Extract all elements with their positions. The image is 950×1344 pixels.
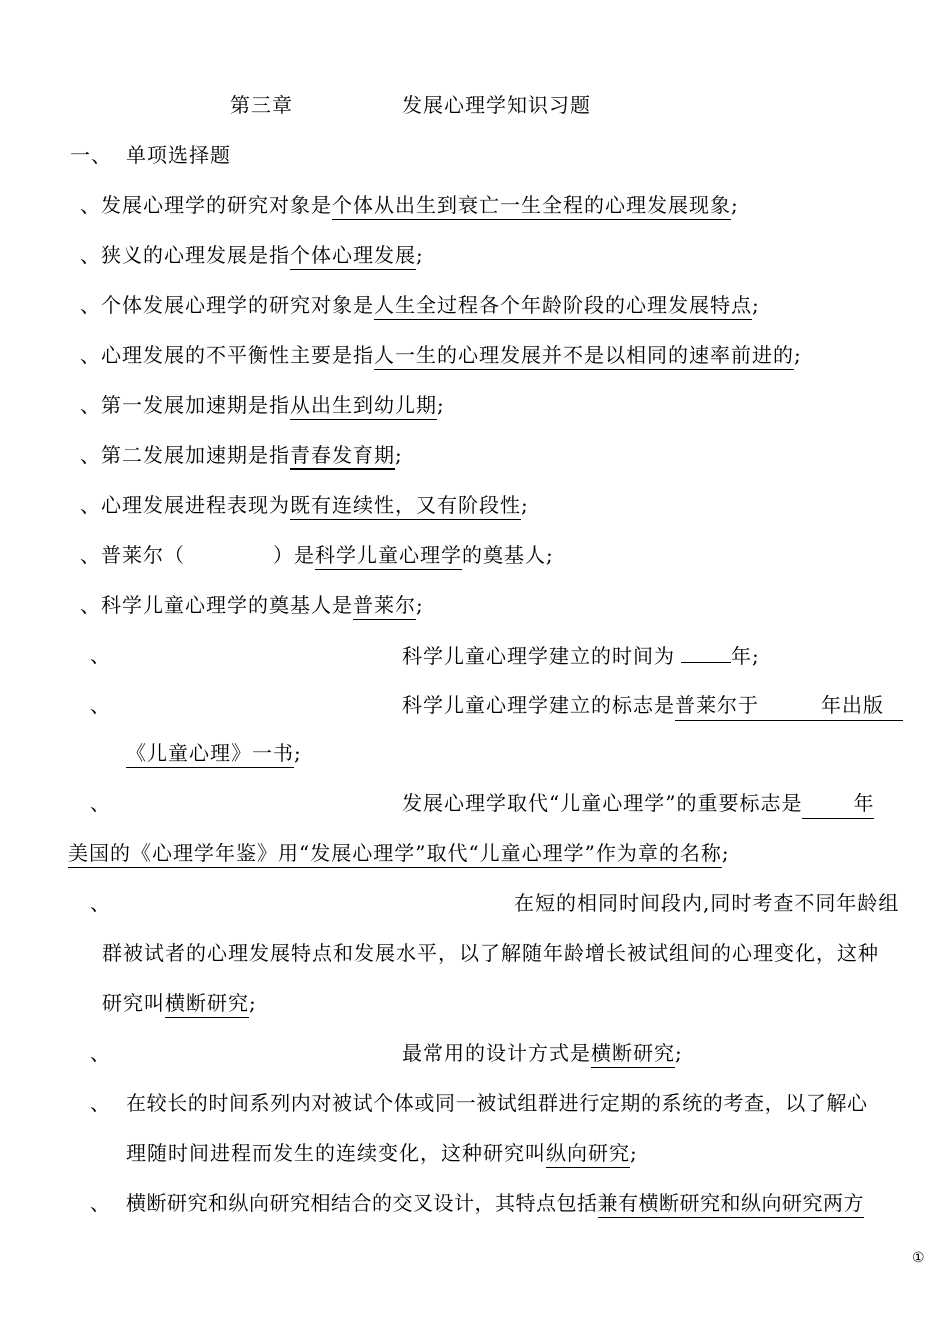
question-item: [80, 242, 424, 268]
answer-text: 横断研究: [591, 1041, 675, 1068]
question-number: 、: [90, 891, 111, 915]
answer-blank: [802, 790, 874, 819]
answer-text: 横断研究: [165, 991, 249, 1018]
question-text: ;: [416, 593, 424, 617]
question-text: ;: [752, 293, 760, 317]
answer-text: 人生全过程各个年龄阶段的心理发展特点: [374, 293, 752, 320]
question-text: 、狭义的心理发展是指: [80, 243, 290, 267]
answer-text: 个体从出生到衰亡一生全程的心理发展现象: [332, 193, 731, 220]
answer-text: 兼有横断研究和纵向研究两方: [598, 1191, 865, 1218]
question-text: 科学儿童心理学建立的时间为: [402, 644, 675, 668]
question-text: 横断研究和纵向研究相结合的交叉设计，其特点包括: [126, 1191, 598, 1215]
question-continuation: [102, 990, 257, 1016]
answer-text: 从出生到幼儿期: [290, 393, 437, 420]
question-item: [80, 542, 554, 568]
question-item: [80, 292, 760, 318]
answer-text: 普莱尔: [353, 593, 416, 620]
answer-text: 普莱尔于: [675, 693, 759, 717]
answer-text: 人一生的心理发展并不是以相同的速率前进的: [374, 343, 794, 370]
question-text: 发展心理学取代“儿童心理学”的重要标志是: [402, 791, 803, 815]
answer-text: 纵向研究: [546, 1141, 630, 1168]
question-number: 、: [90, 1191, 111, 1215]
page-title: 发展心理学知识习题: [402, 93, 591, 117]
question-text: ;: [249, 991, 257, 1015]
question-number: 、: [90, 693, 111, 717]
answer-text: 青春发育期: [290, 443, 395, 470]
question-number: 、: [90, 1041, 111, 1065]
question-continuation: [126, 1140, 638, 1166]
question-text: 的奠基人;: [462, 543, 554, 567]
chapter-label: 第三章: [230, 93, 293, 117]
question-item: [80, 592, 424, 618]
question-text: 年;: [731, 644, 760, 668]
question-text: ;: [294, 741, 302, 765]
section-heading: 单项选择题: [126, 143, 231, 167]
question-text: 年: [853, 791, 875, 815]
question-text: 、第一发展加速期是指: [80, 393, 290, 417]
answer-blank: [681, 642, 731, 663]
question-text: ）是: [273, 543, 315, 567]
question-text: 、心理发展进程表现为: [80, 493, 290, 517]
question-text: ;: [416, 243, 424, 267]
question-text: ;: [731, 193, 739, 217]
question-number: 、: [90, 643, 111, 667]
question-text: 研究叫: [102, 991, 165, 1015]
question-continuation: [68, 840, 730, 866]
question-text: 、普莱尔（: [80, 543, 185, 567]
question-text: 、发展心理学的研究对象是: [80, 193, 332, 217]
answer-text: 美国的《心理学年鉴》用“发展心理学”取代“儿童心理学”作为章的名称: [68, 841, 722, 868]
question-text: ;: [395, 443, 403, 467]
question-text: 、科学儿童心理学的奠基人是: [80, 593, 353, 617]
question-item: [80, 392, 445, 418]
question-text: 最常用的设计方式是: [402, 1041, 591, 1065]
question-text: ;: [521, 493, 529, 517]
question-item: [80, 492, 529, 518]
question-text: 、个体发展心理学的研究对象是: [80, 293, 374, 317]
question-item: [402, 642, 760, 669]
question-item: [126, 1190, 864, 1216]
question-text: ;: [721, 841, 730, 865]
question-text: ;: [437, 393, 445, 417]
question-text: ;: [675, 1041, 683, 1065]
question-item: [402, 1040, 683, 1066]
answer-text: 个体心理发展: [290, 243, 416, 270]
question-item: [402, 692, 930, 721]
question-continuation: [126, 740, 302, 766]
page-number: ①: [912, 1250, 925, 1266]
section-number: 一、: [70, 143, 112, 167]
answer-text: 科学儿童心理学: [315, 543, 462, 570]
question-item: [402, 790, 874, 819]
question-text: 科学儿童心理学建立的标志是: [402, 693, 675, 717]
question-item: [80, 342, 802, 368]
question-number: 、: [90, 1091, 111, 1115]
question-text: 在较长的时间系列内对被试个体或同一被试组群进行定期的系统的考查，以了解心: [126, 1091, 868, 1115]
question-continuation: 群被试者的心理发展特点和发展水平，以了解随年龄增长被试组间的心理变化，这种: [102, 941, 879, 965]
question-text: 、第二发展加速期是指: [80, 443, 290, 467]
question-text: ;: [630, 1141, 638, 1165]
question-text: 年出版: [821, 693, 884, 717]
question-item: [80, 442, 403, 468]
question-item: [80, 192, 739, 218]
answer-text: 《儿童心理》一书: [126, 741, 294, 768]
question-number: 、: [90, 791, 111, 815]
question-text: 在短的相同时间段内,同时考查不同年龄组: [514, 891, 900, 915]
question-text: 理随时间进程而发生的连续变化，这种研究叫: [126, 1141, 546, 1165]
question-text: ;: [794, 343, 802, 367]
question-text: 、心理发展的不平衡性主要是指: [80, 343, 374, 367]
answer-text: 既有连续性，又有阶段性: [290, 493, 521, 520]
